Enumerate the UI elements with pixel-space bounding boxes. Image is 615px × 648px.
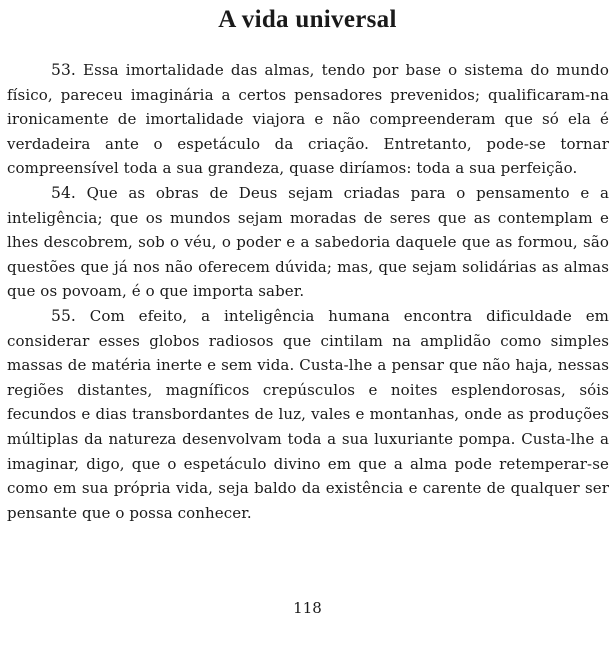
paragraph-text: Que as obras de Deus sejam criadas para o pensamento e a inteligência; que os mundos sejam moradas de seres que as contemplam e lhes descobrem, sob o véu, o poder e a sabedoria daquele que as formou, são questões que já nos não oferecem dúvida; mas, que sejam solidárias as almas que os povoam, é o que importa saber. [7,183,609,301]
paragraph-53 [7,58,609,181]
paragraph-number: 55. [51,306,76,325]
paragraph-text: Essa imortalidade das almas, tendo por base o sistema do mundo físico, pareceu imaginária a certos pensadores prevenidos; qualificaram-na ironicamente de imortalidade viajora e não compreenderam que só ela é verdadeira ante o espetáculo da criação. Entretanto, pode-se tornar compreensível toda a sua grandeza, quase diríamos: toda a sua perfeição. [7,61,609,178]
body-text [7,58,609,525]
paragraph-54 [7,181,609,304]
paragraph-text: Com efeito, a inteligência humana encontra dificuldade em considerar esses globos radiosos que cintilam na amplidão como simples massas de matéria inerte e sem vida. Custa-lhe a pensar que não haja, nessas regiões distantes, magníficos crepúsculos e noites esplendorosas, sóis fecundos e dias transbordantes de luz, vales e montanhas, onde as produções múltiplas da natureza desenvolvam toda a sua luxuriante pompa. Custa-lhe a imaginar, digo, que o espetáculo divino em que a alma pode retemperar-se como em sua própria vida, seja baldo da existência e carente de qualquer ser pensante que o possa conhecer. [7,306,609,522]
paragraph-55 [7,304,609,525]
chapter-title: A vida universal [218,6,397,33]
paragraph-number: 54. [51,183,76,202]
paragraph-number: 53. [51,61,76,79]
page-number: 118 [293,599,322,617]
